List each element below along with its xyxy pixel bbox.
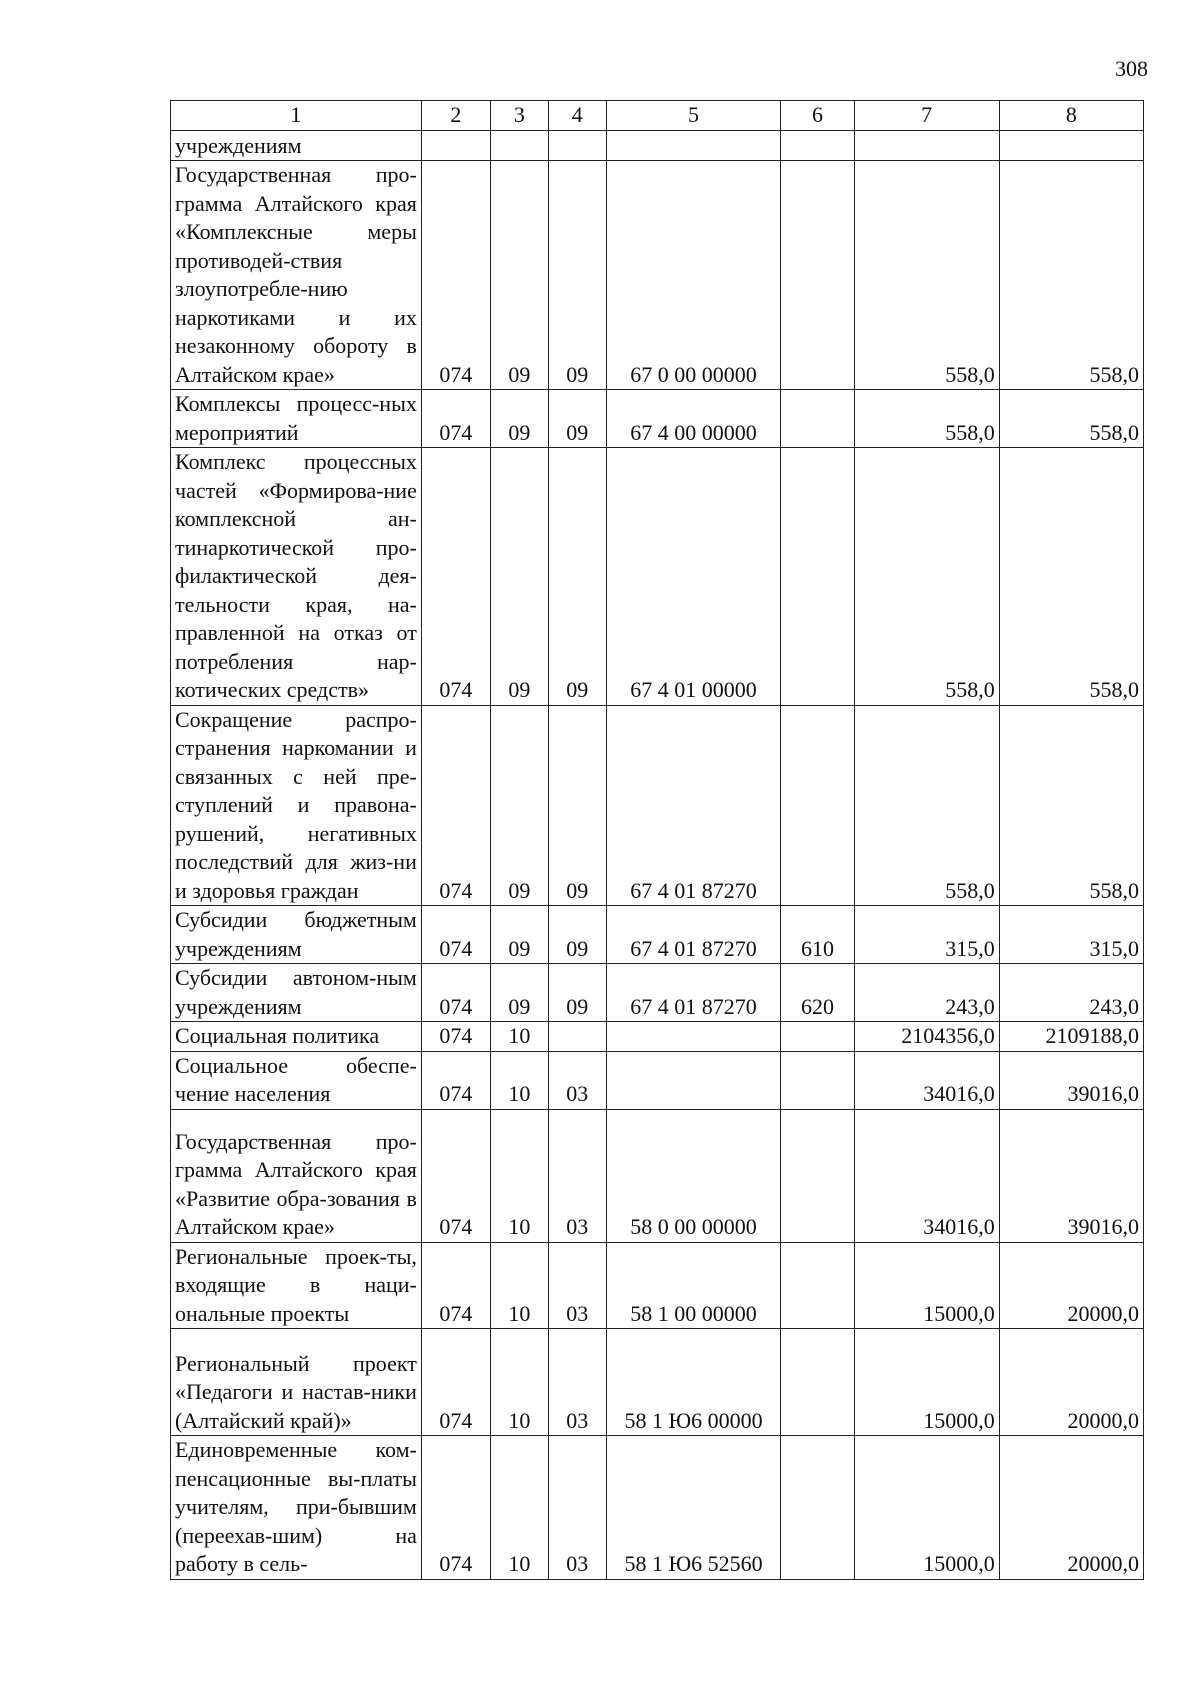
row-section-code: 09 bbox=[490, 448, 548, 706]
row-amount-year1: 315,0 bbox=[854, 906, 999, 964]
row-admin-code: 074 bbox=[421, 161, 490, 390]
row-amount-year1: 558,0 bbox=[854, 448, 999, 706]
row-amount-year1: 558,0 bbox=[854, 705, 999, 906]
row-section-code: 09 bbox=[490, 964, 548, 1022]
row-amount-year2: 39016,0 bbox=[999, 1051, 1143, 1109]
row-admin-code bbox=[421, 131, 490, 161]
row-subsection-code: 09 bbox=[548, 906, 606, 964]
row-amount-year2: 315,0 bbox=[999, 906, 1143, 964]
table-body bbox=[171, 131, 1144, 1580]
row-target-article: 58 1 Ю6 52560 bbox=[606, 1436, 781, 1580]
row-name: Региональный проект «Педагоги и настав-ники (Алтайский край)» bbox=[171, 1329, 422, 1436]
row-admin-code: 074 bbox=[421, 448, 490, 706]
table-row bbox=[171, 1109, 1144, 1242]
row-expense-type bbox=[781, 448, 854, 706]
table-row bbox=[171, 1436, 1144, 1580]
row-expense-type bbox=[781, 1242, 854, 1329]
row-section-code: 10 bbox=[490, 1022, 548, 1052]
row-target-article: 67 4 01 87270 bbox=[606, 705, 781, 906]
row-section-code bbox=[490, 131, 548, 161]
row-name: учреждениям bbox=[171, 131, 422, 161]
table-row bbox=[171, 161, 1144, 390]
row-admin-code: 074 bbox=[421, 906, 490, 964]
row-expense-type bbox=[781, 1051, 854, 1109]
row-target-article: 67 4 00 00000 bbox=[606, 390, 781, 448]
row-target-article bbox=[606, 1051, 781, 1109]
row-admin-code: 074 bbox=[421, 964, 490, 1022]
row-subsection-code: 03 bbox=[548, 1436, 606, 1580]
row-amount-year2: 2109188,0 bbox=[999, 1022, 1143, 1052]
row-expense-type bbox=[781, 161, 854, 390]
row-subsection-code: 09 bbox=[548, 161, 606, 390]
table-row bbox=[171, 1022, 1144, 1052]
column-header-6: 6 bbox=[781, 101, 854, 131]
row-subsection-code: 09 bbox=[548, 390, 606, 448]
row-expense-type bbox=[781, 1329, 854, 1436]
row-name: Субсидии автоном-ным учреждениям bbox=[171, 964, 422, 1022]
row-amount-year1 bbox=[854, 131, 999, 161]
column-header-1: 1 bbox=[171, 101, 422, 131]
row-subsection-code: 03 bbox=[548, 1242, 606, 1329]
row-section-code: 10 bbox=[490, 1109, 548, 1242]
row-amount-year1: 34016,0 bbox=[854, 1051, 999, 1109]
row-target-article: 67 4 01 87270 bbox=[606, 906, 781, 964]
row-amount-year2: 20000,0 bbox=[999, 1242, 1143, 1329]
row-name: Социальное обеспе-чение населения bbox=[171, 1051, 422, 1109]
row-subsection-code: 09 bbox=[548, 448, 606, 706]
row-name: Комплексы процесс-ных мероприятий bbox=[171, 390, 422, 448]
table-row bbox=[171, 390, 1144, 448]
row-amount-year1: 15000,0 bbox=[854, 1242, 999, 1329]
row-target-article: 58 1 Ю6 00000 bbox=[606, 1329, 781, 1436]
row-amount-year2: 558,0 bbox=[999, 390, 1143, 448]
table-row bbox=[171, 131, 1144, 161]
row-subsection-code: 03 bbox=[548, 1051, 606, 1109]
row-amount-year1: 15000,0 bbox=[854, 1436, 999, 1580]
row-section-code: 09 bbox=[490, 161, 548, 390]
row-subsection-code: 09 bbox=[548, 964, 606, 1022]
row-subsection-code: 03 bbox=[548, 1329, 606, 1436]
row-amount-year2: 20000,0 bbox=[999, 1329, 1143, 1436]
row-amount-year1: 558,0 bbox=[854, 161, 999, 390]
row-admin-code: 074 bbox=[421, 1242, 490, 1329]
row-amount-year1: 15000,0 bbox=[854, 1329, 999, 1436]
row-target-article: 58 1 00 00000 bbox=[606, 1242, 781, 1329]
row-admin-code: 074 bbox=[421, 1329, 490, 1436]
row-section-code: 10 bbox=[490, 1242, 548, 1329]
row-amount-year1: 34016,0 bbox=[854, 1109, 999, 1242]
row-name: Социальная политика bbox=[171, 1022, 422, 1052]
row-subsection-code bbox=[548, 1022, 606, 1052]
row-target-article: 67 4 01 87270 bbox=[606, 964, 781, 1022]
table-row bbox=[171, 448, 1144, 706]
row-expense-type bbox=[781, 705, 854, 906]
row-admin-code: 074 bbox=[421, 705, 490, 906]
row-amount-year2: 558,0 bbox=[999, 448, 1143, 706]
row-target-article: 67 4 01 00000 bbox=[606, 448, 781, 706]
row-section-code: 10 bbox=[490, 1051, 548, 1109]
row-admin-code: 074 bbox=[421, 1109, 490, 1242]
row-target-article bbox=[606, 1022, 781, 1052]
row-name: Региональные проек-ты, входящие в наци-ональные проекты bbox=[171, 1242, 422, 1329]
column-header-4: 4 bbox=[548, 101, 606, 131]
row-expense-type bbox=[781, 1436, 854, 1580]
row-name: Сокращение распро-странения наркомании и связанных с ней пре-ступлений и правона-рушений, негативных последствий для жиз-ни и здоровья граждан bbox=[171, 705, 422, 906]
row-admin-code: 074 bbox=[421, 1436, 490, 1580]
row-expense-type bbox=[781, 1109, 854, 1242]
row-name: Комплекс процессных частей «Формирова-ние комплексной ан-тинаркотической про-филактической дея-тельности края, на-правленной на отказ от потребления нар-котических средств» bbox=[171, 448, 422, 706]
row-expense-type bbox=[781, 1022, 854, 1052]
row-expense-type bbox=[781, 131, 854, 161]
row-target-article: 67 0 00 00000 bbox=[606, 161, 781, 390]
row-section-code: 10 bbox=[490, 1329, 548, 1436]
column-header-2: 2 bbox=[421, 101, 490, 131]
row-subsection-code bbox=[548, 131, 606, 161]
row-amount-year2: 39016,0 bbox=[999, 1109, 1143, 1242]
row-amount-year2: 558,0 bbox=[999, 705, 1143, 906]
row-amount-year1: 243,0 bbox=[854, 964, 999, 1022]
row-amount-year1: 558,0 bbox=[854, 390, 999, 448]
column-header-5: 5 bbox=[606, 101, 781, 131]
page-number: 308 bbox=[1115, 56, 1148, 81]
row-section-code: 09 bbox=[490, 705, 548, 906]
row-section-code: 10 bbox=[490, 1436, 548, 1580]
table-row bbox=[171, 964, 1144, 1022]
table-row bbox=[171, 906, 1144, 964]
table-row bbox=[171, 1051, 1144, 1109]
row-expense-type: 620 bbox=[781, 964, 854, 1022]
row-amount-year2: 20000,0 bbox=[999, 1436, 1143, 1580]
row-amount-year2 bbox=[999, 131, 1143, 161]
row-name: Единовременные ком-пенсационные вы-платы учителям, при-бывшим (переехав-шим) на работу в сель- bbox=[171, 1436, 422, 1580]
table-row bbox=[171, 1329, 1144, 1436]
row-name: Государственная про-грамма Алтайского края «Развитие обра-зования в Алтайском крае» bbox=[171, 1109, 422, 1242]
row-subsection-code: 09 bbox=[548, 705, 606, 906]
column-header-8: 8 bbox=[999, 101, 1143, 131]
row-target-article: 58 0 00 00000 bbox=[606, 1109, 781, 1242]
header-row bbox=[171, 101, 1144, 131]
row-section-code: 09 bbox=[490, 906, 548, 964]
row-amount-year2: 558,0 bbox=[999, 161, 1143, 390]
row-section-code: 09 bbox=[490, 390, 548, 448]
table-row bbox=[171, 1242, 1144, 1329]
column-header-7: 7 bbox=[854, 101, 999, 131]
row-admin-code: 074 bbox=[421, 1051, 490, 1109]
table-row bbox=[171, 705, 1144, 906]
row-admin-code: 074 bbox=[421, 390, 490, 448]
row-expense-type bbox=[781, 390, 854, 448]
budget-table bbox=[170, 100, 1144, 1580]
row-amount-year1: 2104356,0 bbox=[854, 1022, 999, 1052]
row-subsection-code: 03 bbox=[548, 1109, 606, 1242]
row-name: Субсидии бюджетным учреждениям bbox=[171, 906, 422, 964]
row-name: Государственная про-грамма Алтайского края «Комплексные меры противодей-ствия злоупотребле-нию наркотиками и их незаконному обороту в Алтайском крае» bbox=[171, 161, 422, 390]
row-target-article bbox=[606, 131, 781, 161]
row-amount-year2: 243,0 bbox=[999, 964, 1143, 1022]
row-expense-type: 610 bbox=[781, 906, 854, 964]
row-admin-code: 074 bbox=[421, 1022, 490, 1052]
column-header-3: 3 bbox=[490, 101, 548, 131]
